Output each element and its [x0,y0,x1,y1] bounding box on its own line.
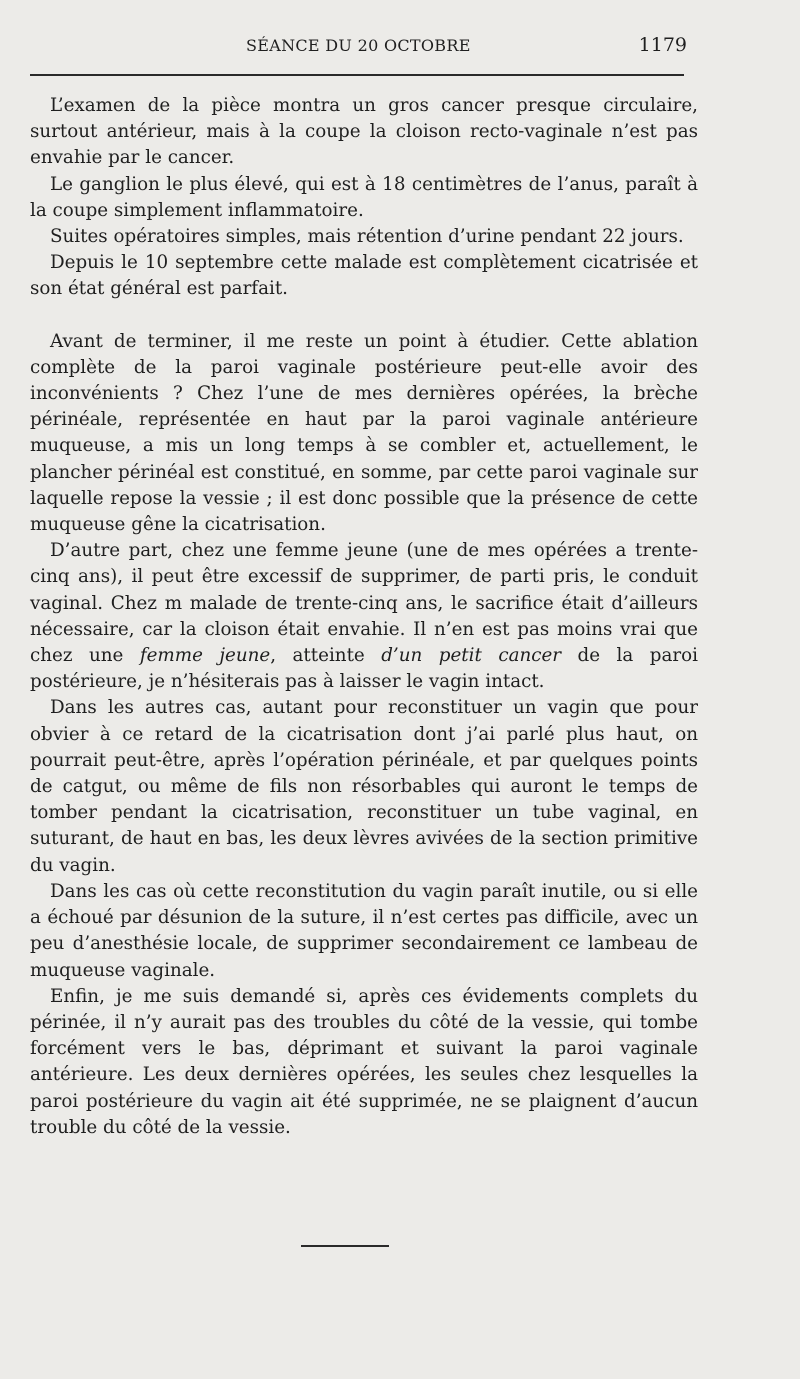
paragraph: Depuis le 10 septembre cette malade est complètement cicatrisée et son état général est parfait. [30,252,698,300]
paragraph: Dans les cas où cette reconstitution du vagin paraît inutile, ou si elle a échoué par désunion de la suture, il n’est certes pas difficile, avec un peu d’anesthésie locale, de supprimer secondairement ce lambeau de muqueuse vaginale. [30,880,698,981]
closing-rule [301,1245,389,1247]
header-rule [30,74,684,76]
page-number: 1179 [638,34,687,56]
paragraph-text: D’autre part, chez une femme jeune (une de mes opérées a trente-cinq ans), il peut être excessif de supprimer, de parti pris, le conduit vaginal. Chez m malade de trente-cinq ans, le sacrifice était d’ailleurs nécessaire, car la cloison était envahie. Il n’en est pas moins vrai que chez une [30,540,698,667]
paragraph: L’examen de la pièce montra un gros cancer presque circulaire, surtout antérieur, mais à la coupe la cloison recto-vaginale n’est pas envahie par le cancer. [30,95,698,169]
italic-phrase: femme jeune [139,645,271,667]
body-text [30,93,698,1141]
running-head [0,36,800,60]
paragraph: Suites opératoires simples, mais rétention d’urine pendant 22 jours. [50,226,684,248]
paragraph: Avant de terminer, il me reste un point à étudier. Cette ablation complète de la paroi vaginale postérieure peut-elle avoir des inconvénients ? Chez l’une de mes dernières opérées, la brèche périnéale, représentée en haut par la paroi vaginale antérieure muqueuse, a mis un long temps à se combler et, actuellement, le plancher périnéal est constitué, en somme, par cette paroi vaginale sur laquelle repose la vessie ; il est donc possible que la présence de cette muqueuse gêne la cicatrisation. [30,330,698,536]
paragraph: Le ganglion le plus élevé, qui est à 18 centimètres de l’anus, paraît à la coupe simplement inflammatoire. [30,173,698,221]
italic-phrase: d’un petit cancer [381,645,562,667]
paragraph-text: de la paroi postérieure, je n’hésiterais pas à laisser le vagin intact. [30,645,698,693]
paragraph [30,538,698,695]
paragraph: Dans les autres cas, autant pour reconstituer un vagin que pour obvier à ce retard de la cicatrisation dont j’ai parlé plus haut, on pourrait peut-être, après l’opération périnéale, et par quelques points de catgut, ou même de fils non résorbables qui auront le temps de tomber pendant la cicatrisation, reconstituer un tube vaginal, en suturant, de haut en bas, les deux lèvres avivées de la section primitive du vagin. [30,697,698,876]
paragraph: Enfin, je me suis demandé si, après ces évidements complets du périnée, il n’y aurait pas des troubles du côté de la vessie, qui tombe forcément vers le bas, déprimant et suivant la paroi vaginale antérieure. Les deux dernières opérées, les seules chez lesquelles la paroi postérieure du vagin ait été supprimée, ne se plaignent d’aucun trouble du côté de la vessie. [30,985,698,1138]
paragraph-text: , atteinte [270,645,382,667]
running-head-title: SÉANCE DU 20 OCTOBRE [246,36,471,55]
